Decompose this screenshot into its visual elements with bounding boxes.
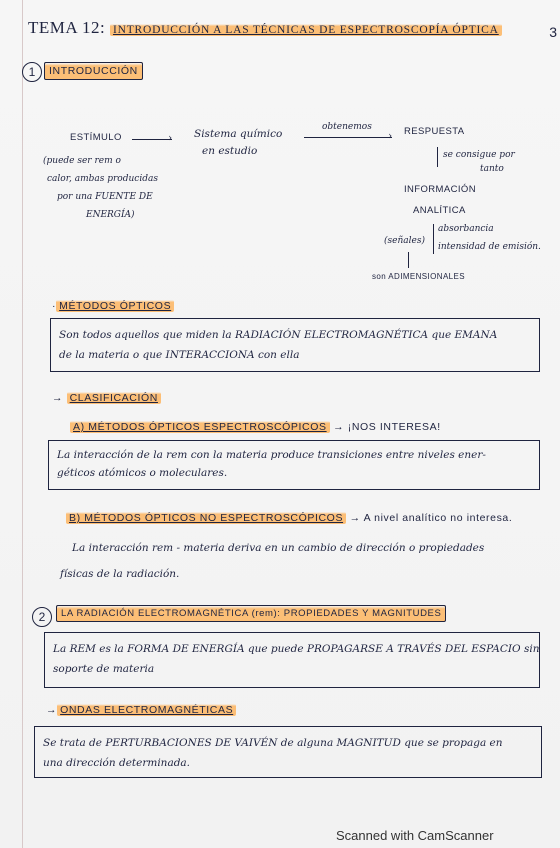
- signals-label: (señales): [384, 236, 425, 246]
- waves-heading: [46, 704, 236, 716]
- section-heading-introduccion: [44, 65, 143, 77]
- method-a-heading: [70, 421, 441, 433]
- scanner-footer: Scanned with CamScanner: [336, 828, 494, 843]
- optical-methods-definition-box: [50, 318, 540, 372]
- heading-rem-label: LA RADIACIÓN ELECTROMAGNÉTICA (rem): PROPIEDADES Y MAGNITUDES: [56, 605, 446, 622]
- arrow-bullet: →: [52, 392, 67, 404]
- section-number-1: 1: [22, 62, 42, 82]
- rem-definition-2: soporte de materia: [53, 663, 155, 675]
- diagram-response: RESPUESTA: [404, 126, 465, 137]
- optical-methods-heading: [52, 300, 174, 312]
- margin-line: [22, 0, 23, 848]
- diagram-stimulus: ESTÍMULO: [70, 132, 122, 143]
- stimulus-note-line-2: calor, ambas producidas: [47, 174, 158, 184]
- signals-bracket: [433, 224, 434, 254]
- section-heading-rem: [56, 608, 446, 619]
- method-a-text-2: géticos atómicos o moleculares.: [57, 467, 228, 479]
- classification-label: CLASIFICACIÓN: [67, 392, 161, 404]
- achieved-line-1: se consigue por: [443, 150, 515, 160]
- method-b-heading: [66, 512, 512, 524]
- optical-methods-label: MÉTODOS ÓPTICOS: [56, 300, 174, 312]
- signal-type-emission: intensidad de emisión.: [438, 242, 541, 252]
- arrow-response-info: [437, 147, 438, 167]
- arrow-signals-dimensionless: [408, 252, 409, 268]
- method-b-text-2: físicas de la radiación.: [60, 568, 180, 580]
- stimulus-note-line-4: ENERGÍA): [86, 210, 135, 220]
- page-title: [28, 18, 502, 38]
- method-a-box: [48, 440, 540, 490]
- system-line-1: Sistema químico: [194, 128, 283, 140]
- definition-line-1: Son todos aquellos que miden la RADIACIÓN ELECTROMAGNÉTICA que EMANA: [59, 329, 498, 341]
- corner-mark: 3: [549, 24, 557, 40]
- rem-definition-1: La REM es la FORMA DE ENERGÍA que puede PROPAGARSE A TRAVÉS DEL ESPACIO sin: [53, 643, 540, 655]
- rem-definition-box: [44, 632, 540, 688]
- arrow-head-2: ›: [388, 130, 393, 142]
- stimulus-note-line-1: (puede ser rem o: [43, 156, 121, 166]
- classification-heading: [52, 392, 161, 404]
- info-line-2: ANALÍTICA: [413, 205, 466, 216]
- arrow-head-1: ›: [168, 132, 173, 144]
- stimulus-note-line-3: por una FUENTE DE: [57, 192, 153, 202]
- arrow-bullet: →: [46, 704, 58, 716]
- dimensionless-note: son ADIMENSIONALES: [372, 272, 466, 281]
- method-b-label: B) MÉTODOS ÓPTICOS NO ESPECTROSCÓPICOS: [66, 512, 346, 524]
- method-b-comment: → A nivel analítico no interesa.: [349, 512, 513, 524]
- arrow-stimulus-system: [132, 139, 172, 140]
- signal-type-absorbance: absorbancia: [438, 224, 494, 234]
- info-line-1: INFORMACIÓN: [404, 184, 476, 195]
- method-a-text-1: La interacción de la rem con la materia produce transiciones entre niveles ener-: [57, 449, 486, 461]
- waves-definition-box: [34, 726, 542, 778]
- bullet: ·: [52, 300, 57, 312]
- method-a-label: A) MÉTODOS ÓPTICOS ESPECTROSCÓPICOS: [70, 421, 330, 433]
- heading-intro-label: INTRODUCCIÓN: [44, 62, 143, 80]
- waves-definition-1: Se trata de PERTURBACIONES DE VAIVÉN de alguna MAGNITUD que se propaga en: [43, 737, 503, 749]
- section-number-2: 2: [32, 607, 52, 627]
- system-line-2: en estudio: [202, 145, 258, 157]
- title-prefix: TEMA 12:: [28, 18, 106, 37]
- waves-label: ONDAS ELECTROMAGNÉTICAS: [57, 704, 236, 716]
- method-b-text-1: La interacción rem - materia deriva en un cambio de dirección o propiedades: [72, 542, 485, 554]
- title-main: INTRODUCCIÓN A LAS TÉCNICAS DE ESPECTROSCOPÍA ÓPTICA: [110, 24, 502, 36]
- obtain-label: obtenemos: [322, 122, 372, 132]
- achieved-line-2: tanto: [480, 164, 504, 174]
- arrow-system-response: [304, 137, 392, 138]
- definition-line-2: de la materia o que INTERACCIONA con ella: [59, 349, 300, 361]
- method-a-comment: → ¡NOS INTERESA!: [333, 421, 441, 433]
- waves-definition-2: una dirección determinada.: [43, 757, 191, 769]
